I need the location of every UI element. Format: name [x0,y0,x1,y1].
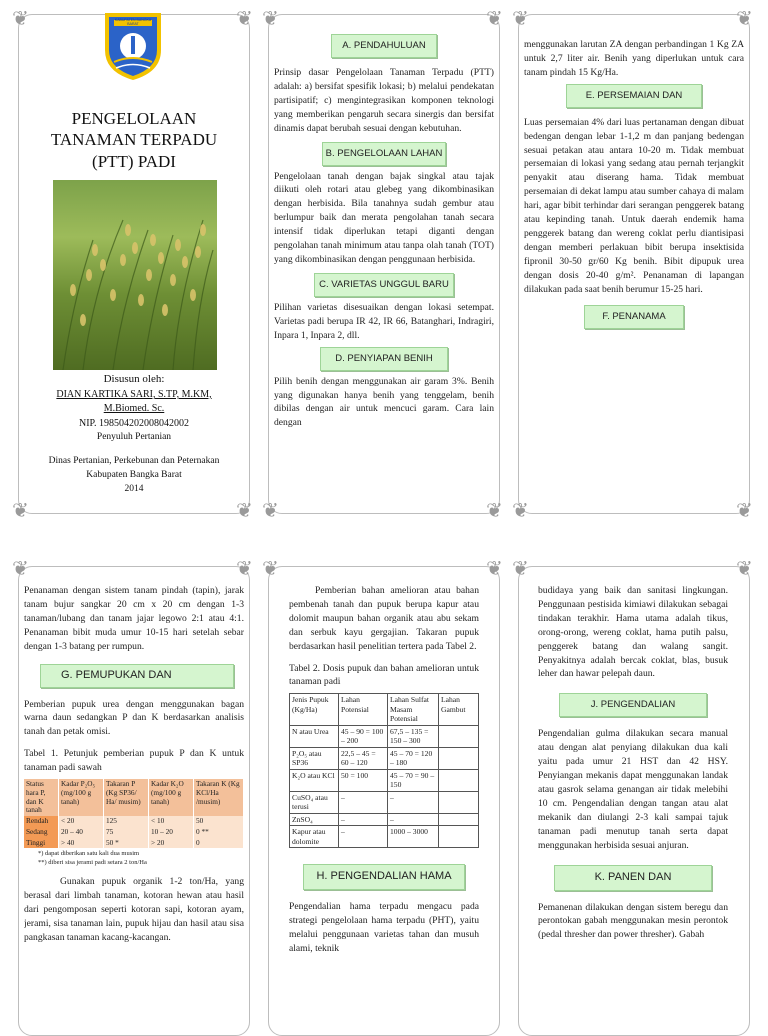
table-cell: > 20 [149,838,194,849]
table-cell: 20 – 40 [59,827,104,838]
corner-ornament-icon: ❦ [236,6,253,30]
table-cell: ZnSO₄ [290,813,339,825]
corner-ornament-icon: ❦ [512,6,529,30]
panel-6 [538,584,728,1024]
table-header-cell: Kadar K₂O (mg/100 g tanah) [149,779,194,816]
table-cell: 50 [194,816,244,827]
table-cell: 67,5 – 135 = 150 – 300 [388,725,439,747]
corner-ornament-icon: ❦ [736,556,753,580]
table-cell: 50 = 100 [339,769,388,791]
table-cell: 45 – 90 = 100 – 200 [339,725,388,747]
table-header-cell: Jenis Pupuk (Kg/Ha) [290,694,339,725]
fertilizer-table-2 [289,693,479,848]
heading-persemaian: E. PERSEMAIAN DAN [566,84,702,108]
paragraph-panen: Pemanenan dilakukan dengan sistem beregu dan perontokan gabah menggunakan mesin perontok (pedal thresher dan power thresher). Gabah [538,901,728,941]
heading-panen: K. PANEN DAN [554,865,712,891]
panel-5 [289,584,479,1024]
table-header-cell: Lahan Gambut [439,694,479,725]
heading-penanaman: F. PENANAMA [584,305,684,329]
table-cell [439,769,479,791]
cover-title [24,108,244,172]
table-row [24,827,244,838]
paragraph-larutan-za: menggunakan larutan ZA dengan perbandingan 1 Kg ZA untuk 2,7 liter air. Benih yang diperlukan untuk cara tanam pindah 15 Kg/Ha. [524,39,744,78]
table-cell: N atau Urea [290,725,339,747]
table-header-cell: Lahan Potensial [339,694,388,725]
paragraph-varietas: Pilihan varietas disesuaikan dengan lokasi setempat. Varietas padi berupa IR 42, IR 66, Batanghari, Indragiri, Inpara 1, Inpara 2, dll. [274,301,494,341]
paragraph-penanaman: Penanaman dengan sistem tanam pindah (tapin), jarak tanam bujur sangkar 20 cm x 20 cm dengan 1-3 tanaman/lubang dan tanam jajar legowo 2:1 atau 4:1. Penanaman bibit muda umur 10-15 hari setelah sebar dengan 1-3 batang per rumpun. [24,585,244,652]
logo-text: KABUPATEN BANGKA BARAT [114,18,152,26]
corner-ornament-icon: ❦ [736,498,753,522]
paragraph-pemupukan: Pemberian pupuk urea dengan menggunakan bagan warna daun sedangkan P dan K berdasarkan analisis tanah dan petak omisi. [24,698,244,738]
fertilizer-table-1 [24,779,244,848]
heading-pengelolaan-lahan: B. PENGELOLAAN LAHAN [322,142,446,166]
author-nip: NIP. 198504202008042002 [78,417,189,429]
table-cell: 22,5 – 45 = 60 – 120 [339,747,388,769]
table-header-row [24,779,244,816]
table-cell: K₂O atau KCl [290,769,339,791]
author-role: Penyuluh Pertanian [96,432,172,443]
heading-varietas: C. VARIETAS UNGGUL BARU [314,273,454,297]
cover-panel [24,8,244,508]
table-header-cell: Lahan Sulfat Masam Potensial [388,694,439,725]
table-cell: 1000 – 3000 [388,826,439,848]
corner-ornament-icon: ❦ [262,6,279,30]
table1-note-2: **) diberi sisa jerami padi setara 2 ton/Ha [38,858,147,866]
heading-pengendalian-hama: H. PENGENDALIAN HAMA [303,864,465,890]
paragraph-budidaya: budidaya yang baik dan sanitasi lingkungan. Penggunaan pestisida kimiawi dilakukan sebagai tindakan terakhir. Hama utama adalah tikus, orong-orong, wereng coklat, hama putih palsu, penggerek batang dan walang sangit. Penyakitnya adalah bercak coklat, blas, busuk leher dan hawar pelepah daun. [538,585,728,680]
table-cell: CuSO₄ atau terusi [290,791,339,813]
table-header-row [290,694,479,725]
title-line-1: PENGELOLAAN [71,109,197,128]
table-row [290,813,479,825]
table-cell: 0 ** [194,827,244,838]
table-cell: 45 – 70 = 90 – 150 [388,769,439,791]
panel-4 [24,584,244,1024]
table-row [24,838,244,849]
author-name: DIAN KARTIKA SARI, S.TP, M.KM, [56,388,212,400]
table-header-cell: Takaran K (Kg KCl/Ha /musim) [194,779,244,816]
panel-2 [274,30,494,485]
corner-ornament-icon: ❦ [486,556,503,580]
disusun-label: Disusun oleh: [103,373,165,385]
table-cell: P₂O₅ atau SP36 [290,747,339,769]
table-cell: 0 [194,838,244,849]
agency-line-2: Kabupaten Bangka Barat [86,469,182,480]
table2-caption: Tabel 2. Dosis pupuk dan bahan amelioran untuk tanaman padi [289,662,479,688]
title-line-3: (PTT) PADI [92,151,176,171]
table-row [24,816,244,827]
table-cell: 125 [104,816,149,827]
table-cell: Sedang [24,827,59,838]
table-cell: Rendah [24,816,59,827]
agency-line-1: Dinas Pertanian, Perkebunan dan Peternakan [48,456,220,467]
corner-ornament-icon: ❦ [262,556,279,580]
table-cell: Kapur atau dolomite [290,826,339,848]
paragraph-pendahuluan: Prinsip dasar Pengelolaan Tanaman Terpadu (PTT) adalah: a) bersifat spesifik lokasi; b) melalui pendekatan partisipatif; c) mengintegrasikan komponen teknologi yang memberikan pengaruh secara sinergis dan bersifat dinamis dapat berubah sesuai dengan kebutuhan. [274,67,494,134]
rice-plant-photo [53,180,217,370]
table-cell: – [339,826,388,848]
corner-ornament-icon: ❦ [486,498,503,522]
corner-ornament-icon: ❦ [486,6,503,30]
table-cell [439,791,479,813]
corner-ornament-icon: ❦ [12,498,29,522]
table-header-cell: Kadar P₂O₅ (mg/100 g tanah) [59,779,104,816]
title-line-2: TANAMAN TERPADU [50,130,218,150]
corner-ornament-icon: ❦ [236,556,253,580]
table-cell [439,747,479,769]
table-row [290,747,479,769]
table-cell: – [388,791,439,813]
table-cell: > 40 [59,838,104,849]
table-cell: 50 * [104,838,149,849]
table-cell [439,725,479,747]
publication-year: 2014 [124,483,144,494]
corner-ornament-icon: ❦ [12,6,29,30]
paragraph-pengendalian-gulma: Pengendalian gulma dilakukan secara manual atau dengan alat penyiang dilakukan dua kali yaitu pada umur 21 HST dan 42 HSY. Penyiangan mekanis dapat menggunakan landak atau gasrok selama genangan air tidak melebihi 10 cm. Pengendalian dengan tangan atau alat mekanik dan diulangi 2-3 kali sampai tajuk tanaman padi menutup tanah serta dapat menggunakan herbisida sesuai anjuran. [538,728,728,851]
table-cell: – [339,813,388,825]
paragraph-persemaian: Luas persemaian 4% dari luas pertanaman dengan dibuat bedengan dengan lebar 1-1,2 m dan panjang bedengan sesuai petakan atau antara 10-20 m. Tidak membuat persemaian di lokasi yang sedang atau pernah terjangkit penyakit atau diserang hama. Tidak membuat persemaian di dekat lampu atau sumber cahaya di malam hari, agar bibit terhindar dari serangan penggerek batang atau kepinding tanah. Untuk daerah endemik hama penggerek batang dan wereng coklat perlu diantisipasi dengan memberi perlakuan bibit berupa insektisida fipronil 30-50 gr/60 Kg benih. Bibit dipupuk urea dengan dosis 20-40 g/m². Penanaman di lapangan dilakukan pada saat benih berumur 15-25 hari. [524,116,744,295]
table-header-cell: Takaran P (Kg SP36/ Ha/ musim) [104,779,149,816]
author-degree: M.Biomed. Sc. [103,403,165,415]
heading-pendahuluan: A. PENDAHULUAN [331,34,437,58]
heading-pemupukan: G. PEMUPUKAN DAN [40,664,234,688]
paragraph-pengelolaan-lahan: Pengelolaan tanah dengan bajak singkal atau tajak diikuti oleh rotari atau glebeg yang dikombinasikan dengan herbisida. Bila tanahnya sudah gembur atau berlumpur baik dan merata pengolahan tanah secara intensif tidak diperlukan tetapi diganti dengan pengolahan tanah minimum atau tanpa olah tanah (TOT) yang dikombinasikan dengan penggunaan herbisida. [274,170,494,265]
table-row [290,769,479,791]
regency-logo [102,10,164,82]
table-cell: – [388,813,439,825]
rice-stalks-icon [53,180,217,370]
corner-ornament-icon: ❦ [236,498,253,522]
panel-3 [524,38,744,488]
paragraph-pengendalian-hama: Pengendalian hama terpadu mengacu pada strategi pengelolaan hama terpadu (PHT), yaitu melalui penggunaan varietas tahan dan musuh alami, teknik [289,901,479,954]
table-cell: < 10 [149,816,194,827]
table1-note-1: *) dapat diberikan satu kali dua musim [38,850,140,858]
author-block [24,372,244,497]
paragraph-penyiapan-benih: Pilih benih dengan menggunakan air garam 3%. Benih yang digunakan hanya benih yang tenggelam, benih dibilas dengan air untuk mencuci garam. Cara lain dengan [274,375,494,429]
table-cell: 45 – 70 = 120 – 180 [388,747,439,769]
heading-penyiapan-benih: D. PENYIAPAN BENIH [320,347,448,371]
table-cell: Tinggi [24,838,59,849]
table1-caption: Tabel 1. Petunjuk pemberian pupuk P dan K untuk tanaman padi sawah [24,748,244,774]
table-cell: – [339,791,388,813]
table-cell [439,813,479,825]
corner-ornament-icon: ❦ [262,498,279,522]
table-row [290,826,479,848]
corner-ornament-icon: ❦ [512,498,529,522]
table-row [290,725,479,747]
corner-ornament-icon: ❦ [736,6,753,30]
table-row [290,791,479,813]
paragraph-pupuk-organik: Gunakan pupuk organik 1-2 ton/Ha, yang berasal dari limbah tanaman, kotoran hewan atau hasil dari pengomposan seperti kotoran sapi, kotoran ayam, jerami, sisa tanaman lain, pupuk hijau dan hasil atau sisa pangkasan tanaman kacang-kacangan. [24,876,244,943]
paragraph-amelioran: Pemberian bahan amelioran atau bahan pembenah tanah dan pupuk berupa kapur atau dolomit maupun bahan organik atau abu sekam dan serbuk kayu gergajian. Takaran pupuk berdasarkan hasil penelitian tertera pada Tabel 2. [289,585,479,652]
table-header-cell: Status hara P, dan K tanah [24,779,59,816]
corner-ornament-icon: ❦ [12,556,29,580]
table-cell: 10 – 20 [149,827,194,838]
heading-pengendalian-gulma: J. PENGENDALIAN [559,693,707,717]
corner-ornament-icon: ❦ [512,556,529,580]
table-cell [439,826,479,848]
table-cell: 75 [104,827,149,838]
table-cell: < 20 [59,816,104,827]
